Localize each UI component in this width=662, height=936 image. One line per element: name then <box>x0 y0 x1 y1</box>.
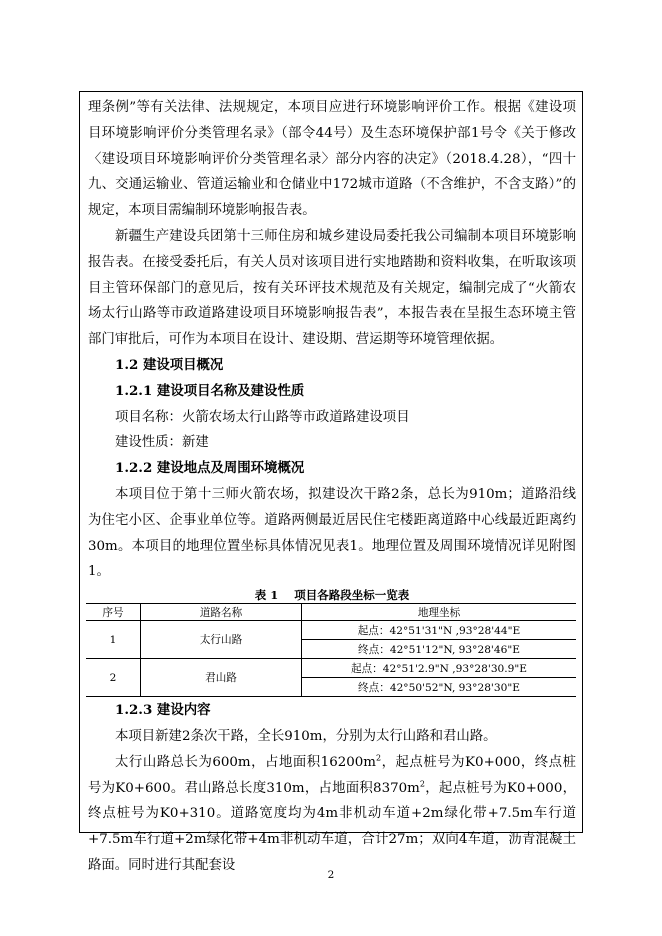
content-frame <box>79 91 583 873</box>
heading-1-2-2: 1.2.2 建设地点及周围环境概况 <box>115 460 305 477</box>
paragraph-law-basis: 理条例”等有关法律、法规规定，本项目应进行环境影响评价工作。根据《建设项目环境影响评价分类管理名录》（部令44号）及生态环境保护部1号令《关于修改〈建设项目环境影响评价分类管理名录〉部分内容的决定》（2018.4.28），“四十九、交通运输业、管道运输业和仓储业中172城市道路（不含维护，不含支路）”的规定，本项目需编制环境影响报告表。 <box>88 100 576 219</box>
table-header-row <box>86 604 576 621</box>
page-number: 2 <box>327 869 335 881</box>
row-end-coordinate: 终点：42°51'12"N, 93°28'46"E <box>302 640 577 659</box>
table-row <box>86 659 576 678</box>
heading-1-2-1: 1.2.1 建设项目名称及建设性质 <box>115 382 305 399</box>
table-row <box>86 621 576 640</box>
row-end-coordinate: 终点：42°50'52"N, 93°28'30"E <box>302 678 577 697</box>
header-road-name: 道路名称 <box>141 604 302 621</box>
row-road-name: 太行山路 <box>141 621 302 659</box>
document-body <box>88 95 576 879</box>
paragraph-content-intro: 本项目新建2条次干路，全长910m，分别为太行山路和君山路。 <box>115 728 497 744</box>
content-detail-part-a: 太行山路总长为600m，占地面积16200m <box>115 754 376 770</box>
content-detail-part-b: ，起点桩号为K0+000，终点桩号为K0+600。君山路总长度310m，占地面积8370m <box>88 754 576 796</box>
table-caption-title: 项目各路段坐标一览表 <box>294 588 410 603</box>
heading-1-2: 1.2 建设项目概况 <box>115 356 224 373</box>
coordinates-table <box>86 603 576 697</box>
project-nature-line: 建设性质：新建 <box>115 435 209 451</box>
row-start-coordinate: 起点：42°51'2.9"N ,93°28'30.9"E <box>302 659 577 678</box>
paragraph-location: 本项目位于第十三师火箭农场，拟建设次干路2条，总长为910m；道路沿线为住宅小区、企事业单位等。道路两侧最近居民住宅楼距离道路中心线最近距离约30m。本项目的地理位置坐标具体情况见表1。地理位置及周围环境情况详见附图1。 <box>88 486 576 580</box>
header-no: 序号 <box>86 604 141 621</box>
row-no: 1 <box>86 621 141 659</box>
table-caption-number: 表 1 <box>254 588 279 603</box>
paragraph-commission: 新疆生产建设兵团第十三师住房和城乡建设局委托我公司编制本项目环境影响报告表。在接受委托后，有关人员对该项目进行实地踏勘和资料收集，在听取该项目主管环保部门的意见后，按有关环评技术规范及有关规定，编制完成了“火箭农场太行山路等市政道路建设项目环境影响报告表”，本报告表在呈报生态环境主管部门审批后，可作为本项目在设计、建设期、营运期等环境管理依据。 <box>88 228 576 348</box>
row-start-coordinate: 起点：42°51'31"N ,93°28'44"E <box>302 621 577 640</box>
table-caption <box>88 587 576 603</box>
paragraph-content-detail <box>88 750 576 879</box>
area-unit-superscript: 2 <box>419 779 425 789</box>
project-name-line: 项目名称：火箭农场太行山路等市政道路建设项目 <box>115 409 410 425</box>
row-no: 2 <box>86 659 141 697</box>
row-road-name: 君山路 <box>141 659 302 697</box>
heading-1-2-3: 1.2.3 建设内容 <box>115 702 211 719</box>
area-unit-superscript: 2 <box>375 753 382 763</box>
header-coordinates: 地理坐标 <box>302 604 577 621</box>
content-detail-part-c: ，起点桩号为K0+000，终点桩号为K0+310。道路宽度均为4m非机动车道+2m绿化带+7.5m车行道+7.5m车行道+2m绿化带+4m非机动车道，合计27m；双向4车道，沥青混凝土路面。同时进行其配套设 <box>88 780 576 873</box>
